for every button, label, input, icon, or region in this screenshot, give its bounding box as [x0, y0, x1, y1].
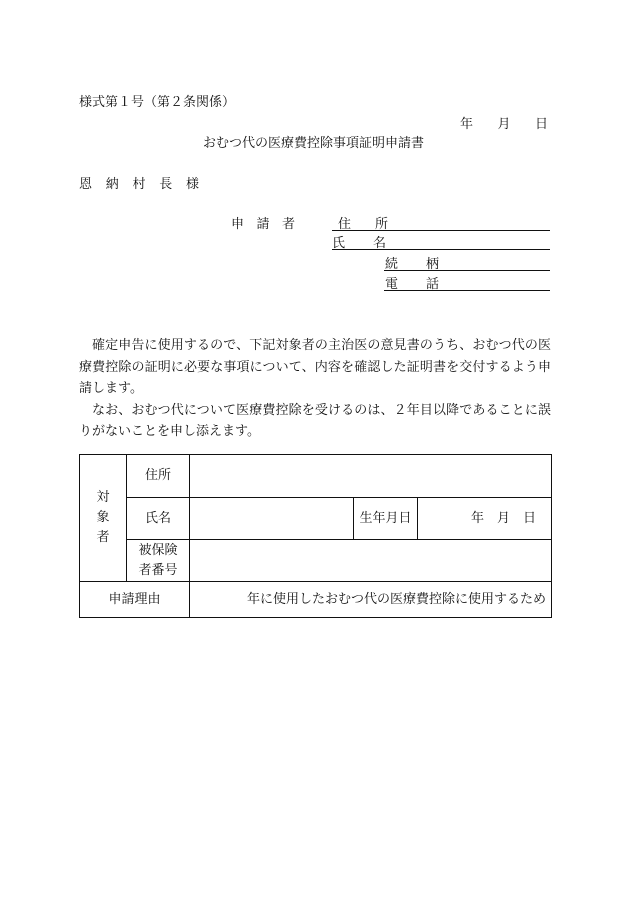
applicant-phone-line[interactable]: [384, 290, 550, 291]
birthdate-month-label: 月: [496, 510, 510, 526]
label-char: 話: [425, 277, 439, 292]
insured-number-label: [127, 540, 190, 582]
body-text: [79, 335, 551, 443]
reason-label: 申請理由: [80, 582, 190, 618]
applicant-address-line[interactable]: [332, 230, 550, 231]
subject-name-field[interactable]: [190, 498, 354, 540]
subject-address-label: 住所: [127, 455, 190, 498]
addressee-char: 納: [105, 177, 119, 192]
subject-name-label: 氏名: [127, 498, 190, 540]
date-month-label: 月: [497, 117, 511, 132]
form-number: 様式第１号（第２条関係）: [79, 95, 236, 110]
label-char: 電: [385, 277, 399, 292]
addressee-char: 長: [159, 177, 173, 192]
label-char: 所: [374, 217, 388, 232]
label-char: 名: [372, 236, 386, 251]
date-day-label: 日: [534, 117, 548, 132]
insured-number-field[interactable]: [190, 540, 552, 582]
birthdate-field[interactable]: [418, 498, 552, 540]
applicant-label-char: 者: [281, 217, 295, 232]
applicant-relationship-line[interactable]: [384, 270, 550, 271]
label-char: 住: [338, 217, 352, 232]
document-title: おむつ代の医療費控除事項証明申請書: [203, 136, 425, 151]
reason-field[interactable]: [190, 582, 552, 618]
applicant-label-char: 請: [256, 217, 270, 232]
reason-value: 年に使用したおむつ代の医療費控除に使用するため: [247, 591, 547, 607]
birthdate-value: [471, 509, 536, 529]
applicant-label-char: 申: [231, 217, 245, 232]
birthdate-year-label: 年: [471, 510, 485, 526]
application-date: [460, 118, 548, 131]
insured-number-label-line: 者番号: [138, 562, 178, 578]
birthdate-label: 生年月日: [354, 498, 418, 540]
insured-number-label-line: 被保険: [138, 542, 178, 558]
subject-label-char: 者: [96, 530, 110, 545]
subject-table: [79, 454, 552, 618]
addressee-char: 恩: [79, 177, 93, 192]
label-char: 柄: [425, 257, 439, 272]
label-char: 続: [385, 257, 399, 272]
addressee: [79, 178, 199, 191]
addressee-char: 様: [185, 177, 199, 192]
addressee-char: 村: [132, 177, 146, 192]
label-char: 氏: [332, 236, 346, 251]
applicant-label: [231, 218, 295, 231]
applicant-name-line[interactable]: [332, 249, 550, 250]
body-paragraph: 確定申告に使用するので、下記対象者の主治医の意見書のうち、おむつ代の医療費控除の証明に必要な事項について、内容を確認した証明書を交付するよう申請します。: [79, 338, 551, 396]
birthdate-day-label: 日: [522, 510, 536, 526]
subject-label-char: 対: [96, 490, 110, 505]
subject-label-char: 象: [96, 510, 110, 525]
date-year-label: 年: [460, 117, 474, 132]
subject-label: [80, 455, 127, 582]
subject-address-field[interactable]: [190, 455, 552, 498]
body-paragraph: なお、おむつ代について医療費控除を受けるのは、２年目以降であることに誤りがないことを申し添えます。: [79, 402, 551, 439]
